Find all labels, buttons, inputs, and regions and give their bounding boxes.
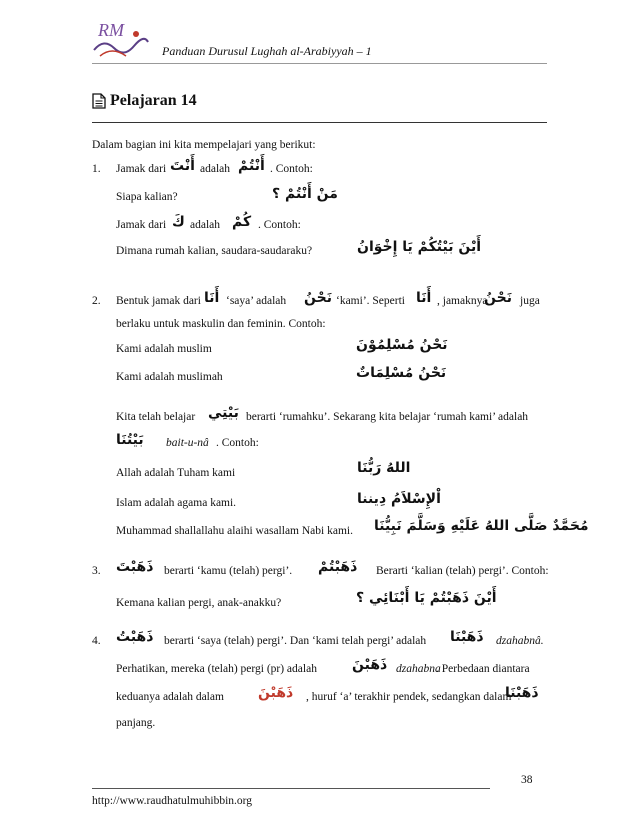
item-number: 2. <box>92 295 101 307</box>
arabic-word: أَنَا <box>416 290 432 306</box>
header-title: Panduan Durusul Lughah al-Arabiyyah – 1 <box>162 44 372 58</box>
item1-line2-text: adalah <box>190 219 221 231</box>
arabic-word: أَنَا <box>204 290 220 306</box>
example-arabic: أَيْنَ بَيْتُكُمْ يَا إِخْوَانُ <box>357 239 482 255</box>
arabic-word: ذَهَبْنَا <box>505 685 539 701</box>
transliteration: dzahabnâ. <box>496 635 544 647</box>
example-arabic: نَحْنُ مُسْلِمَاتٌ <box>356 365 447 381</box>
document-icon <box>92 93 106 109</box>
example-translation: Dimana rumah kalian, saudara-saudaraku? <box>116 245 313 257</box>
transliteration: dzahabna <box>396 663 441 675</box>
transliteration: bait-u-nâ <box>166 437 209 449</box>
arabic-word: ذَهَبْتُمْ <box>318 559 358 575</box>
item4-line4-text: panjang. <box>116 717 156 729</box>
site-logo <box>90 16 150 62</box>
item2-line1-text: , jamaknya <box>437 295 488 307</box>
lesson-heading <box>92 92 197 110</box>
arabic-word: بَيْتُنَا <box>116 432 144 448</box>
arabic-word: كُمْ <box>232 214 252 230</box>
item4-line3-text: , huruf ‘a’ terakhir pendek, sedangkan dalam <box>306 691 512 703</box>
lesson-title: Pelajaran 14 <box>110 92 197 109</box>
example-translation: Kemana kalian pergi, anak-anakku? <box>116 597 282 609</box>
item2-line1-text: juga <box>520 295 540 307</box>
intro-text: Dalam bagian ini kita mempelajari yang berikut: <box>92 139 316 151</box>
item-number: 4. <box>92 635 101 647</box>
item1-line2-text: Jamak dari <box>116 219 167 231</box>
example-arabic: مُحَمَّدٌ صَلَّى اللهُ عَلَيْهِ وَسَلَّمَ نَبِيُّنَا <box>374 518 589 534</box>
arabic-word: ذَهَبْنَا <box>450 629 484 645</box>
item2-line4-text: . Contoh: <box>216 437 259 449</box>
arabic-word: أَنْتَ <box>170 158 195 174</box>
item3-line1-text: Berarti ‘kalian (telah) pergi’. Contoh: <box>376 565 549 577</box>
example-arabic: اْلإِسْلاَمُ دِيننا <box>357 491 441 507</box>
item2-line3-text: Kita telah belajar <box>116 411 196 423</box>
example-arabic: اللهُ رَبُّنَا <box>357 460 411 476</box>
item2-line2-text: berlaku untuk maskulin dan feminin. Contoh: <box>116 318 326 330</box>
example-arabic: أَيْنَ ذَهَبْتُمْ يَا أَبْنَائِي ؟ <box>356 590 497 606</box>
arabic-word: بَيْتِي <box>208 405 239 421</box>
item4-line2-text: Perhatikan, mereka (telah) pergi (pr) adalah <box>116 663 317 675</box>
item-number: 3. <box>92 565 101 577</box>
item4-line2-text: . Perbedaan diantara <box>436 663 530 675</box>
example-translation: Islam adalah agama kami. <box>116 497 237 509</box>
example-translation: Kami adalah muslim <box>116 343 212 355</box>
example-translation: Allah adalah Tuham kami <box>116 467 236 479</box>
footer-url[interactable]: http://www.raudhatulmuhibbin.org <box>92 795 253 807</box>
item1-line1-text: Jamak dari <box>116 163 167 175</box>
item-number: 1. <box>92 163 101 175</box>
page-number: 38 <box>521 774 533 786</box>
item2-line1-text: ‘saya’ adalah <box>226 295 287 307</box>
arabic-word: ذَهَبْنَ <box>352 657 388 673</box>
example-translation: Siapa kalian? <box>116 191 178 203</box>
item4-line3-text: keduanya adalah dalam <box>116 691 224 703</box>
arabic-word: نَحْنُ <box>304 290 332 306</box>
item1-line1-text: adalah <box>200 163 231 175</box>
example-arabic: نَحْنُ مُسْلِمُوْنَ <box>356 337 448 353</box>
item3-line1-text: berarti ‘kamu (telah) pergi’. <box>164 565 293 577</box>
footer-divider <box>92 788 490 789</box>
svg-text:RM: RM <box>98 20 124 40</box>
header-divider <box>92 63 547 64</box>
arabic-word: ذَهَبْتَ <box>116 559 154 575</box>
example-arabic: مَنْ أَنْتُمْ ؟ <box>272 186 338 202</box>
item4-line1-text: berarti ‘saya (telah) pergi’. Dan ‘kami telah pergi’ adalah <box>164 635 427 647</box>
arabic-word: نَحْنُ <box>484 290 512 306</box>
item2-line3-text: berarti ‘rumahku’. Sekarang kita belajar ‘rumah kami’ adalah <box>246 411 529 423</box>
item1-line1-text: . Contoh: <box>270 163 313 175</box>
example-translation: Muhammad shallallahu alaihi wasallam Nabi kami. <box>116 525 353 537</box>
section-divider <box>92 122 547 123</box>
arabic-word: ذَهَبْتُ <box>116 629 154 645</box>
item2-line1-text: ‘kami’. Seperti <box>336 295 405 307</box>
arabic-word: أَنْتُمْ <box>238 158 265 174</box>
item1-line2-text: . Contoh: <box>258 219 301 231</box>
example-translation: Kami adalah muslimah <box>116 371 223 383</box>
arabic-word: كَ <box>172 214 185 230</box>
item2-line1-text: Bentuk jamak dari <box>116 295 201 307</box>
arabic-word: ذَهَبْنَ <box>258 685 294 701</box>
